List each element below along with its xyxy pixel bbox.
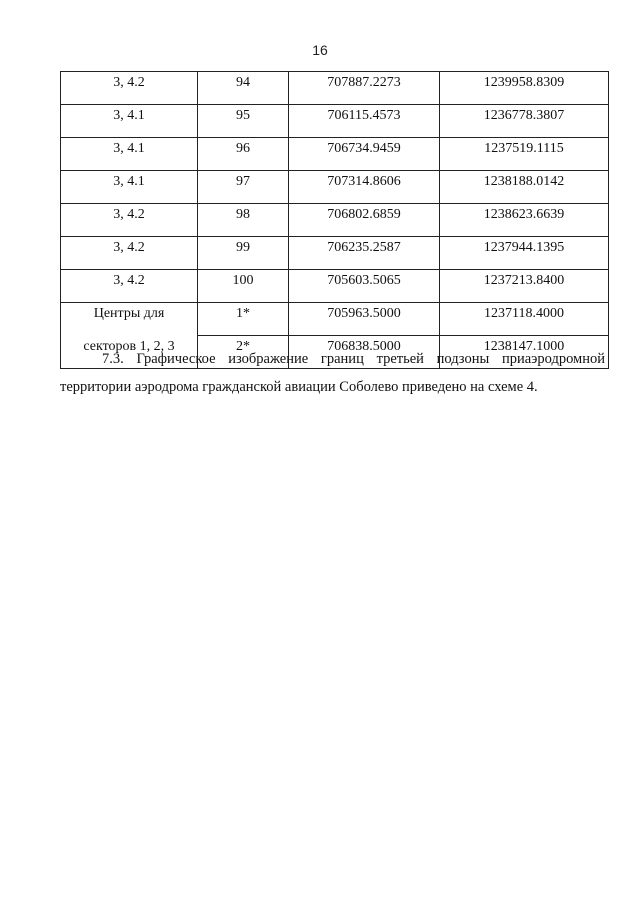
y-coordinate-cell: 1238147.1000 [440,336,609,369]
table-row [61,138,609,171]
table-row [61,204,609,237]
sector-cell: 3, 4.2 [61,270,198,303]
table-row [61,105,609,138]
point-number-cell: 2* [198,336,289,369]
x-coordinate-cell: 706838.5000 [289,336,440,369]
table-row-centers [61,303,609,336]
point-number-cell: 99 [198,237,289,270]
point-number-cell: 1* [198,303,289,336]
table-row [61,237,609,270]
x-coordinate-cell: 705963.5000 [289,303,440,336]
y-coordinate-cell: 1239958.8309 [440,72,609,105]
point-number-cell: 95 [198,105,289,138]
y-coordinate-cell: 1237944.1395 [440,237,609,270]
x-coordinate-cell: 707314.8606 [289,171,440,204]
table-row [61,171,609,204]
table-row [61,72,609,105]
sector-cell: 3, 4.2 [61,204,198,237]
point-number-cell: 96 [198,138,289,171]
section-paragraph [60,345,605,401]
point-number-cell: 97 [198,171,289,204]
centers-label-line1: Центры для [61,303,198,336]
point-number-cell: 94 [198,72,289,105]
y-coordinate-cell: 1237118.4000 [440,303,609,336]
x-coordinate-cell: 707887.2273 [289,72,440,105]
x-coordinate-cell: 706734.9459 [289,138,440,171]
centers-label-line2: секторов 1, 2, 3 [61,336,198,369]
point-number-cell: 98 [198,204,289,237]
table-row [61,270,609,303]
paragraph-text: 7.3. Графическое изображение границ третьей подзоны приаэродромной территории аэродрома гражданской авиации Соболево приведено на схеме 4. [60,350,605,395]
sector-cell: 3, 4.1 [61,171,198,204]
sector-cell: 3, 4.1 [61,105,198,138]
page-number: 16 [312,42,328,58]
y-coordinate-cell: 1238188.0142 [440,171,609,204]
y-coordinate-cell: 1236778.3807 [440,105,609,138]
y-coordinate-cell: 1238623.6639 [440,204,609,237]
y-coordinate-cell: 1237519.1115 [440,138,609,171]
sector-cell: 3, 4.2 [61,72,198,105]
coordinates-table [60,71,609,369]
sector-cell: 3, 4.1 [61,138,198,171]
point-number-cell: 100 [198,270,289,303]
x-coordinate-cell: 705603.5065 [289,270,440,303]
sector-cell: 3, 4.2 [61,237,198,270]
x-coordinate-cell: 706235.2587 [289,237,440,270]
y-coordinate-cell: 1237213.8400 [440,270,609,303]
x-coordinate-cell: 706115.4573 [289,105,440,138]
x-coordinate-cell: 706802.6859 [289,204,440,237]
